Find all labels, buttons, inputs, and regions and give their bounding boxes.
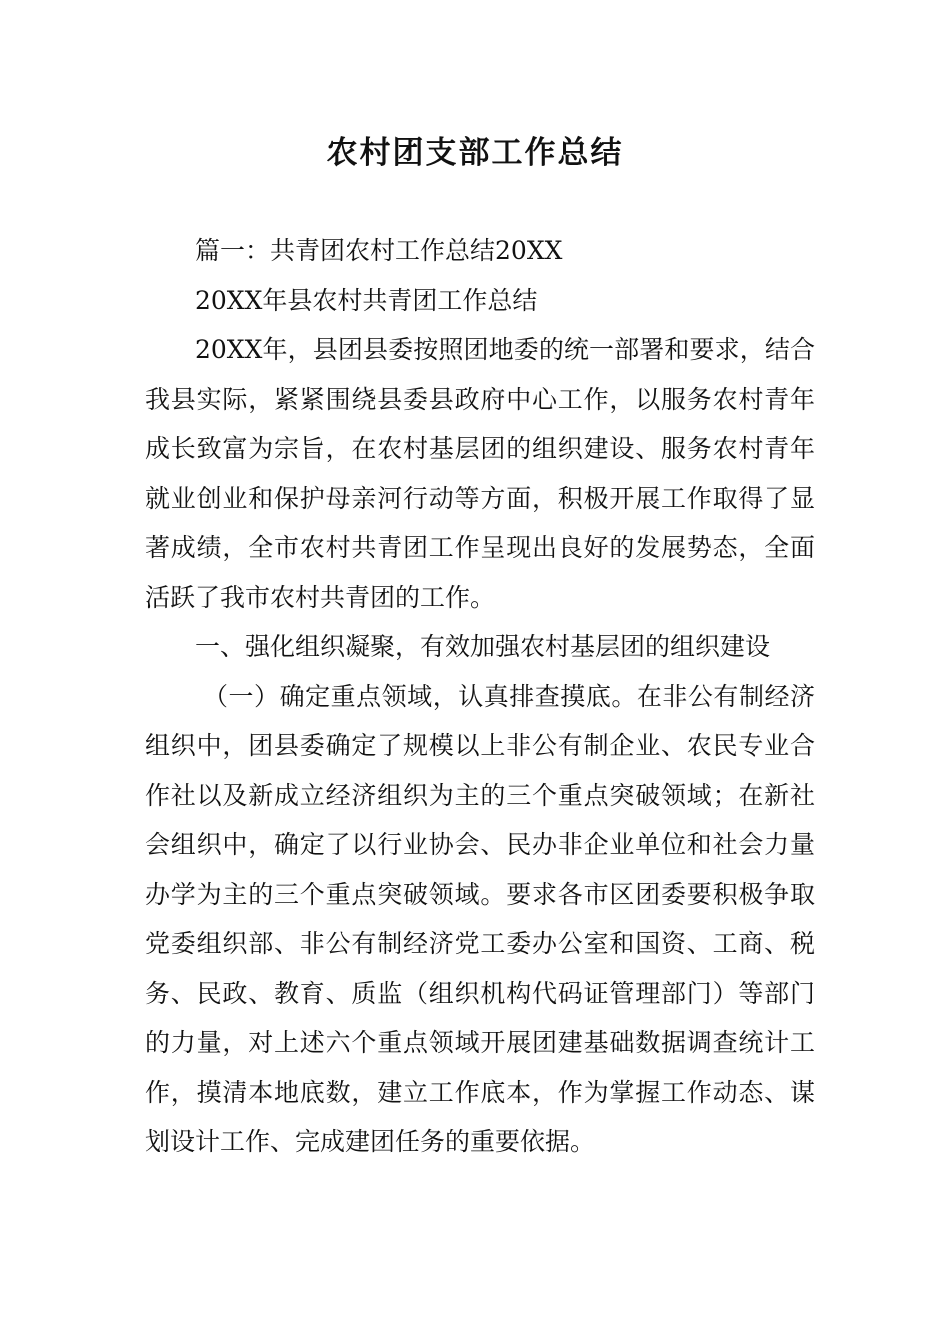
paragraph-key-areas: （一）确定重点领域，认真排查摸底。在非公有制经济组织中，团县委确定了规模以上非公有制企业、农民专业合作社以及新成立经济组织为主的三个重点突破领域；在新社会组织中，确定了以行业协会、民办非企业单位和社会力量办学为主的三个重点突破领域。要求各市区团委要积极争取党委组织部、非公有制经济党工委办公室和国资、工商、税务、民政、教育、质监（组织机构代码证管理部门）等部门的力量，对上述六个重点领域开展团建基础数据调查统计工作，摸清本地底数，建立工作底本，作为掌握工作动态、谋划设计工作、完成建团任务的重要依据。 [145,681,815,1156]
paragraph-section-heading: 篇一：共青团农村工作总结20XX [195,236,563,265]
document-title: 农村团支部工作总结 [326,135,624,171]
paragraph-intro: 20XX年，县团县委按照团地委的统一部署和要求，结合我县实际，紧紧围绕县委县政府中心工作，以服务农村青年成长致富为宗旨，在农村基层团的组织建设、服务农村青年就业创业和保护母亲河行动等方面，积极开展工作取得了显著成绩，全市农村共青团工作呈现出良好的发展势态，全面活跃了我市农村共青团的工作。 [145,335,815,612]
paragraph-heading-one: 一、强化组织凝聚，有效加强农村基层团的组织建设 [195,632,771,661]
document-body [145,226,815,1167]
paragraph-subtitle: 20XX年县农村共青团工作总结 [195,285,538,315]
